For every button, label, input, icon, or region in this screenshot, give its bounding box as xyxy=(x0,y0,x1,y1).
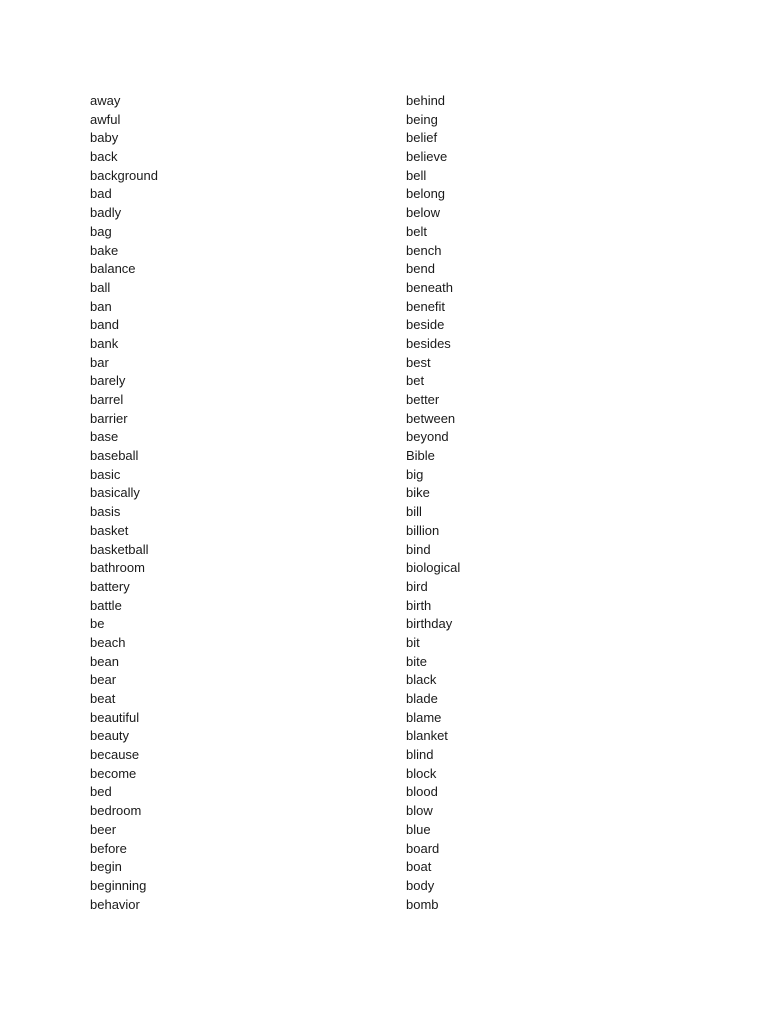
word-list-item: awful xyxy=(90,111,121,127)
word-list-item: bathroom xyxy=(90,560,145,576)
word-list-item: back xyxy=(90,149,118,165)
word-list-item: birthday xyxy=(406,616,453,632)
word-list-item: belong xyxy=(406,186,446,202)
word-list-item: before xyxy=(90,840,127,856)
word-list-item: beginning xyxy=(90,877,147,893)
word-list-item: blanket xyxy=(406,728,448,744)
word-list-item: better xyxy=(406,392,440,407)
word-list-item: baseball xyxy=(90,448,139,464)
word-list-item: bill xyxy=(406,504,422,520)
word-list-item: bell xyxy=(406,167,427,183)
word-list-item: biological xyxy=(406,560,461,576)
word-list-item: battle xyxy=(90,597,122,613)
word-list-item: bedroom xyxy=(90,803,142,819)
word-column-right xyxy=(406,92,460,914)
word-list-item: basis xyxy=(90,504,121,520)
word-list-item: below xyxy=(406,205,440,221)
word-list-item: bag xyxy=(90,223,112,239)
word-list-item: beautiful xyxy=(90,709,140,725)
word-list-item: black xyxy=(406,672,437,688)
word-list-item: billion xyxy=(406,522,440,538)
word-list-item: benefit xyxy=(406,298,446,314)
word-list-item: basketball xyxy=(90,541,149,557)
word-list-item: barrier xyxy=(90,410,128,426)
word-list-item: bake xyxy=(90,242,119,258)
word-list-item: big xyxy=(406,466,424,482)
word-list-item: birth xyxy=(406,597,432,613)
word-list-item: blue xyxy=(406,821,431,837)
word-list-item: body xyxy=(406,877,435,893)
word-list-item: blade xyxy=(406,691,438,706)
word-list-item: bad xyxy=(90,186,112,202)
word-list-item: band xyxy=(90,317,119,333)
word-list-item: basically xyxy=(90,485,140,501)
word-list-item: bomb xyxy=(406,896,439,912)
word-list-item: board xyxy=(406,840,440,856)
word-list-item: baby xyxy=(90,130,119,146)
word-list-item: become xyxy=(90,765,137,781)
word-list-item: bite xyxy=(406,653,427,669)
word-list-item: basic xyxy=(90,466,121,482)
word-list-item: base xyxy=(90,429,119,445)
word-list-item: block xyxy=(406,765,437,781)
word-list-item: between xyxy=(406,410,456,426)
word-list-item: bind xyxy=(406,541,431,557)
word-list-item: beside xyxy=(406,317,445,333)
word-list-item: badly xyxy=(90,205,122,221)
word-column-left xyxy=(90,92,158,914)
word-list-item: begin xyxy=(90,859,122,875)
word-list-item: bed xyxy=(90,784,112,800)
word-list-item: background xyxy=(90,167,158,183)
word-list-item: besides xyxy=(406,335,451,351)
word-list-item: bench xyxy=(406,242,442,258)
word-list-item: believe xyxy=(406,149,448,165)
word-list-item: ban xyxy=(90,298,112,314)
word-list-item: bend xyxy=(406,261,435,277)
word-list-item: barrel xyxy=(90,392,124,407)
word-list-item: belief xyxy=(406,130,438,146)
word-list-item: away xyxy=(90,93,121,108)
word-list-item: be xyxy=(90,616,105,632)
word-list-item: belt xyxy=(406,223,427,239)
word-list-item: beach xyxy=(90,634,126,650)
word-list-item: bike xyxy=(406,485,430,501)
word-list-item: blind xyxy=(406,747,434,763)
word-list-item: boat xyxy=(406,859,432,875)
word-list-item: bar xyxy=(90,354,109,370)
word-list-item: bird xyxy=(406,578,428,594)
word-list-item: beat xyxy=(90,691,116,706)
word-list-item: bet xyxy=(406,373,425,389)
word-list-item: blow xyxy=(406,803,433,819)
word-list-item: barely xyxy=(90,373,126,389)
word-list-item: beer xyxy=(90,821,117,837)
word-list-item: beauty xyxy=(90,728,130,744)
word-list-item: because xyxy=(90,747,140,763)
word-list-item: balance xyxy=(90,261,136,277)
word-list-item: beyond xyxy=(406,429,449,445)
word-list-item: blame xyxy=(406,709,442,725)
word-list-item: ball xyxy=(90,279,111,295)
word-list-item: bit xyxy=(406,634,420,650)
word-list-item: bank xyxy=(90,335,119,351)
word-list-item: blood xyxy=(406,784,438,800)
word-list-item: bear xyxy=(90,672,117,688)
word-list-item: Bible xyxy=(406,448,435,464)
word-list-item: behind xyxy=(406,93,446,108)
word-list-item: bean xyxy=(90,653,119,669)
word-list-item: behavior xyxy=(90,896,140,912)
word-list-item: basket xyxy=(90,522,129,538)
word-list-item: being xyxy=(406,111,438,127)
word-list-item: battery xyxy=(90,578,130,594)
word-list-item: beneath xyxy=(406,279,453,295)
word-list-item: best xyxy=(406,354,431,370)
